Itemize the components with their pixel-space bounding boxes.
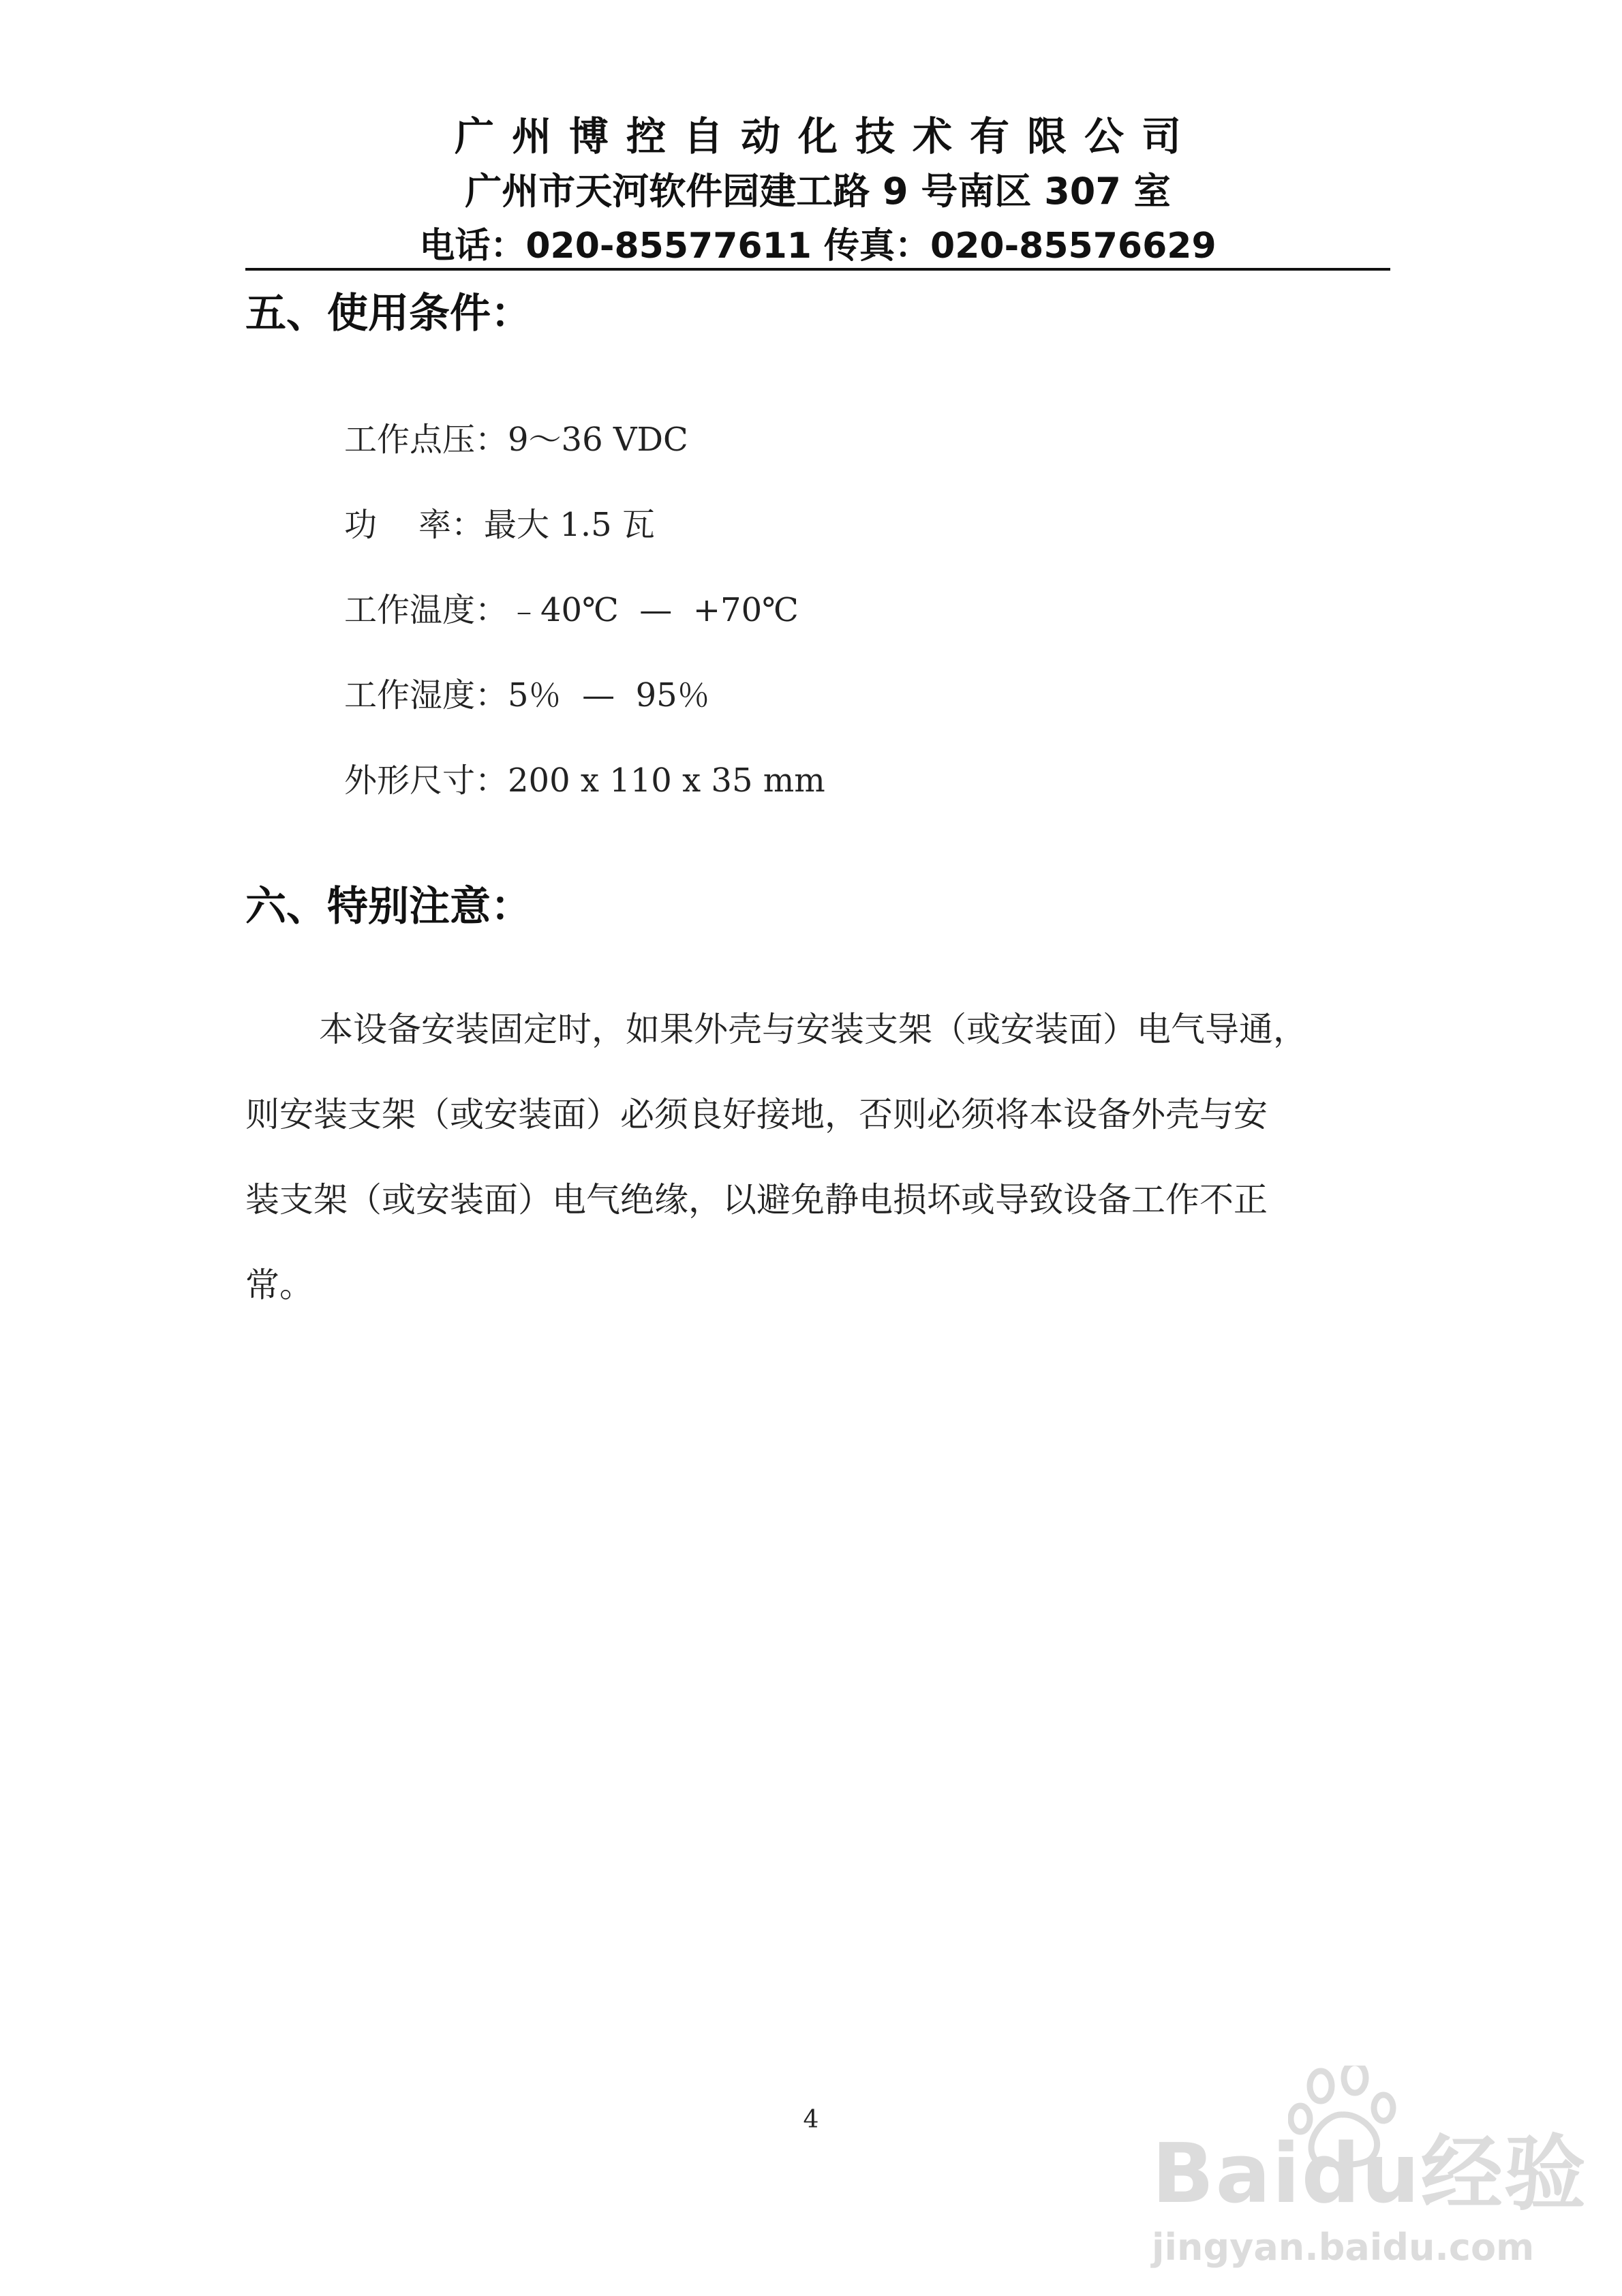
spec-value: ﹣40℃ — +70℃ [508, 591, 799, 629]
letterhead [245, 109, 1390, 273]
spec-value: 200 x 110 x 35 mm [508, 761, 825, 800]
spec-row-humidity [344, 671, 710, 719]
header-divider [245, 268, 1390, 271]
spec-row-temperature [344, 586, 799, 634]
spec-label: 功 率： [344, 506, 485, 544]
note-paragraph-line: 装支架（或安装面）电气绝缘，以避免静电损坏或导致设备工作不正 [245, 1180, 1268, 1220]
section-heading-usage-conditions: 五、使用条件： [245, 290, 532, 337]
note-paragraph-line: 则安装支架（或安装面）必须良好接地，否则必须将本设备外壳与安 [245, 1095, 1268, 1134]
spec-row-dimensions [344, 757, 825, 804]
spec-label: 工作温度： [344, 591, 508, 629]
company-contact: 电话：020-85577611 传真：020-85576629 [419, 226, 1216, 267]
note-paragraph-line: 本设备安装固定时，如果外壳与安装支架（或安装面）电气导通， [319, 1010, 1307, 1049]
company-name: 广州博控自动化技术有限公司 [454, 113, 1199, 160]
spec-label: 工作点压： [344, 421, 508, 459]
spec-row-power [344, 501, 655, 549]
baidu-watermark [1152, 2066, 1588, 2277]
note-paragraph-line: 常。 [245, 1265, 313, 1305]
watermark-brand: Baidu经验 [1152, 2127, 1587, 2222]
spec-row-voltage [344, 416, 688, 464]
section-heading-special-notes: 六、特别注意： [245, 883, 532, 931]
spec-value: 5％ — 95％ [508, 676, 710, 714]
company-address: 广州市天河软件园建工路 9 号南区 307 室 [465, 170, 1171, 213]
spec-label: 外形尺寸： [344, 761, 508, 800]
spec-value: 9～36 VDC [508, 421, 688, 459]
spec-label: 工作湿度： [344, 676, 508, 714]
spec-value: 最大 1.5 瓦 [484, 506, 655, 544]
page-number: 4 [803, 2106, 819, 2134]
watermark-url: jingyan.baidu.com [1152, 2226, 1535, 2269]
